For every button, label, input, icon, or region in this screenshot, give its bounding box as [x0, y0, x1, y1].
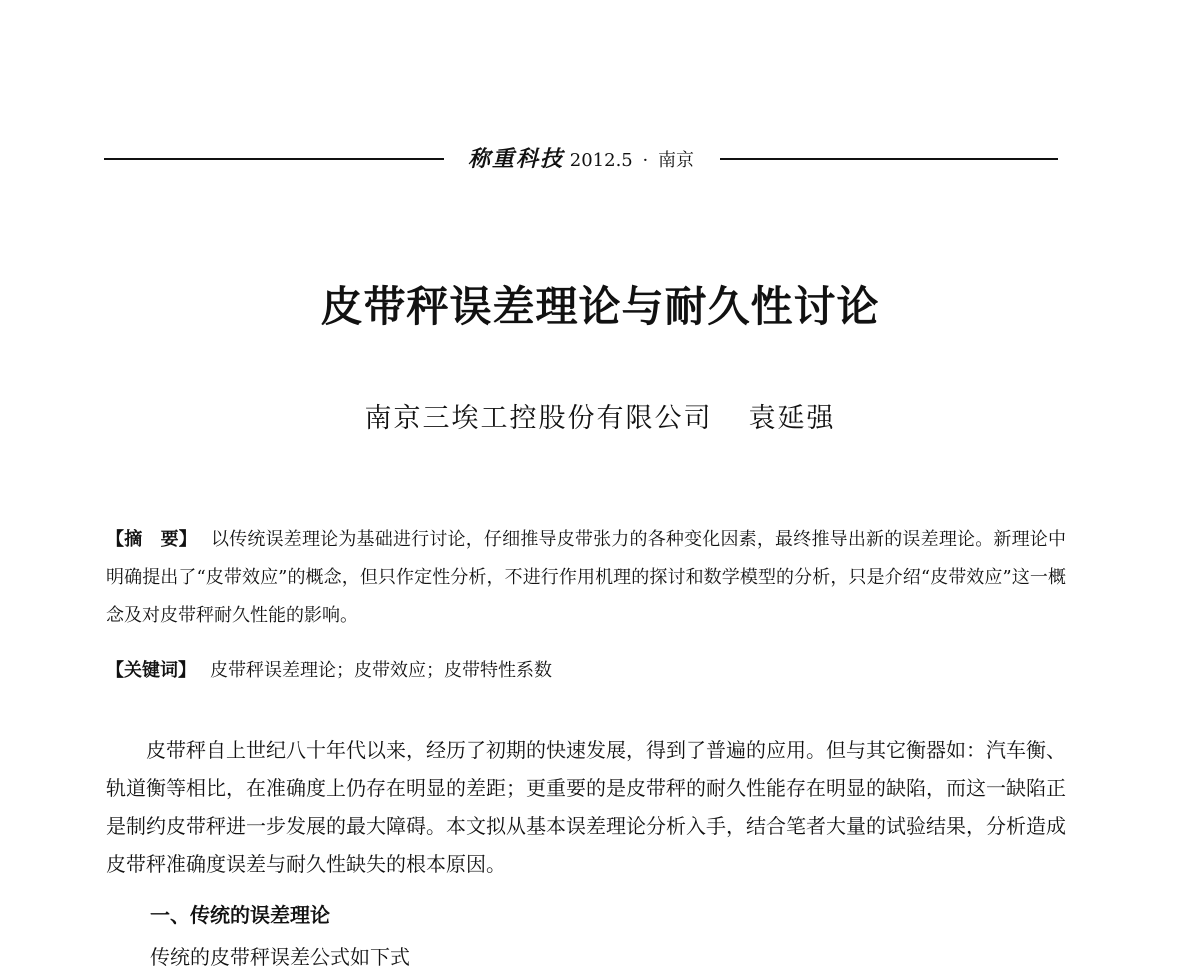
journal-place: 南京: [657, 150, 694, 171]
journal-name: 称重科技: [468, 146, 565, 172]
cut-off-line: 传统的皮带秤误差公式如下式: [150, 945, 410, 969]
header-rule-left: [104, 158, 444, 160]
author-affiliation: 南京三埃工控股份有限公司: [364, 403, 713, 434]
abstract-label: 【摘 要】: [106, 529, 197, 550]
journal-header: [446, 142, 716, 173]
author-line: [0, 396, 1200, 435]
journal-issue: 2012.5: [569, 150, 633, 171]
section-heading: 一、传统的误差理论: [150, 903, 330, 927]
header-rule-right: [720, 158, 1058, 160]
keywords-text: 皮带秤误差理论；皮带效应；皮带特性系数: [210, 660, 552, 681]
intro-paragraph: 皮带秤自上世纪八十年代以来，经历了初期的快速发展，得到了普遍的应用。但与其它衡器如：汽车衡、轨道衡等相比，在准确度上仍存在明显的差距；更重要的是皮带秤的耐久性能存在明显的缺陷，而这一缺陷正是制约皮带秤进一步发展的最大障碍。本文拟从基本误差理论分析入手，结合笔者大量的试验结果，分析造成皮带秤准确度误差与耐久性缺失的根本原因。: [106, 738, 1066, 876]
abstract-text: 以传统误差理论为基础进行讨论，仔细推导皮带张力的各种变化因素，最终推导出新的误差理论。新理论中明确提出了“皮带效应”的概念，但只作定性分析，不进行作用机理的探讨和数学模型的分析，只是介绍“皮带效应”这一概念及对皮带秤耐久性能的影响。: [106, 529, 1066, 626]
header-separator: ·: [642, 150, 649, 171]
paper-title: 皮带秤误差理论与耐久性讨论: [320, 282, 880, 331]
keywords: [106, 652, 1066, 690]
abstract: [106, 521, 1066, 635]
keywords-label: 【关键词】: [106, 660, 196, 681]
author-name: 袁延强: [748, 403, 836, 434]
